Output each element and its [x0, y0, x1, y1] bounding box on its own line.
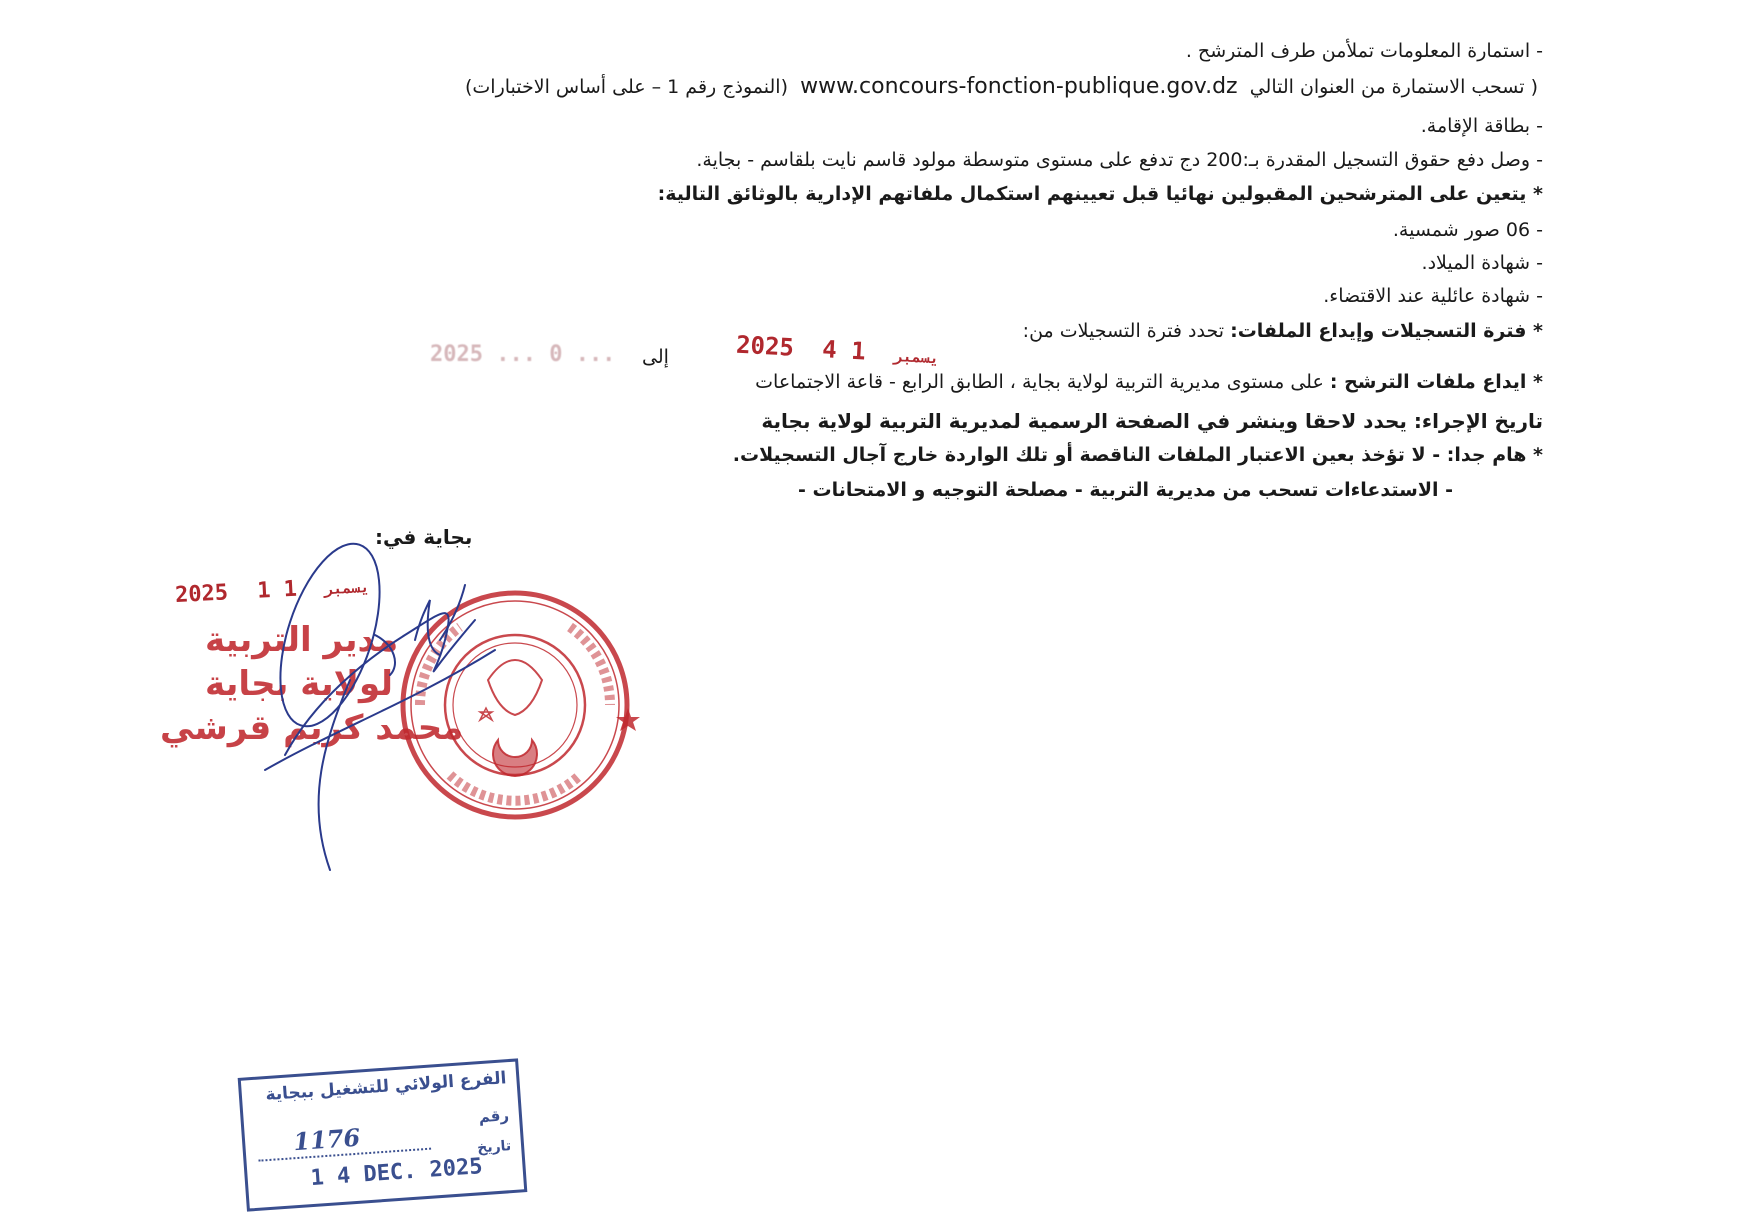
- director-title: مدير التربية: [205, 620, 399, 660]
- sign-date-month: يسمبر: [323, 577, 370, 599]
- reception-stamp-number: 1176: [292, 1122, 362, 1157]
- line-form-download: [465, 74, 1538, 100]
- file-deposit-location: على مستوى مديرية التربية لولاية بجاية ، الطابق الرابع - قاعة الاجتماعات: [755, 371, 1324, 393]
- reception-stamp-date-label: تاريخ: [476, 1138, 512, 1157]
- reception-stamp-header: الفرع الولائي للتشغيل ببجاية: [264, 1068, 508, 1106]
- director-wilaya: لولاية بجاية: [205, 664, 394, 704]
- to-date-stamp-faded: 2025 ... 0 ...: [430, 342, 616, 367]
- director-name: محمد كريم قرشي: [160, 708, 464, 748]
- line-family-certificate: - شهادة عائلية عند الاقتضاء.: [1323, 285, 1543, 307]
- to-word: إلى: [642, 346, 669, 368]
- line-photos: - 06 صور شمسية.: [1392, 219, 1543, 241]
- form-download-text: ( تسحب الاستمارة من العنوان التالي: [1249, 76, 1538, 98]
- line-birth-certificate: - شهادة الميلاد.: [1421, 252, 1543, 274]
- line-convocations: - الاستدعاءات تسحب من مديرية التربية - مصلحة التوجيه و الامتحانات -: [798, 479, 1453, 501]
- reception-stamp-number-label: رقم: [478, 1106, 510, 1127]
- line-file-deposit: [755, 369, 1543, 395]
- reception-stamp: [238, 1058, 528, 1211]
- from-date-month: يسمبر: [893, 346, 940, 368]
- registration-period-text: تحدد فترة التسجيلات من:: [1022, 320, 1225, 342]
- file-deposit-label: * ايداع ملفات الترشح :: [1329, 371, 1543, 393]
- line-registration-period: [1023, 318, 1543, 344]
- handwritten-signature: [255, 540, 555, 870]
- sign-date-year: 2025: [174, 580, 229, 609]
- sign-date-day: 1 1: [256, 576, 298, 604]
- reception-stamp-date: 1 4 DEC. 2025: [309, 1154, 484, 1192]
- line-info-form: - استمارة المعلومات تملأمن طرف المترشح .: [1185, 40, 1543, 62]
- from-date-year: 2025: [735, 330, 795, 362]
- form-model-note: (النموذج رقم 1 – على أساس الاختبارات): [465, 76, 788, 98]
- from-date-day: 1 4: [821, 335, 867, 366]
- line-important-note: * هام جدا: - لا تؤخذ بعين الاعتبار الملفات الناقصة أو تلك الواردة خارج آجال التسجيلات.: [732, 444, 1543, 466]
- line-residence-card: - بطاقة الإقامة.: [1420, 115, 1543, 137]
- line-payment-receipt: - وصل دفع حقوق التسجيل المقدرة بـ:200 دج تدفع على مستوى متوسطة مولود قاسم نايت بلقاسم - بجاية.: [696, 149, 1543, 171]
- registration-period-label: * فترة التسجيلات وإيداع الملفات:: [1230, 320, 1543, 342]
- website-link[interactable]: www.concours-fonction-publique.gov.dz: [800, 74, 1238, 99]
- from-date-stamp: [735, 331, 939, 370]
- line-final-documents-heading: * يتعين على المترشحين المقبولين نهائيا قبل تعيينهم استكمال ملفاتهم الإدارية بالوثائق التالية:: [657, 183, 1543, 205]
- signature-place: بجاية في:: [375, 525, 473, 549]
- line-exam-date: تاريخ الإجراء: يحدد لاحقا وينشر في الصفحة الرسمية لمديرية التربية لولاية بجاية: [761, 409, 1543, 433]
